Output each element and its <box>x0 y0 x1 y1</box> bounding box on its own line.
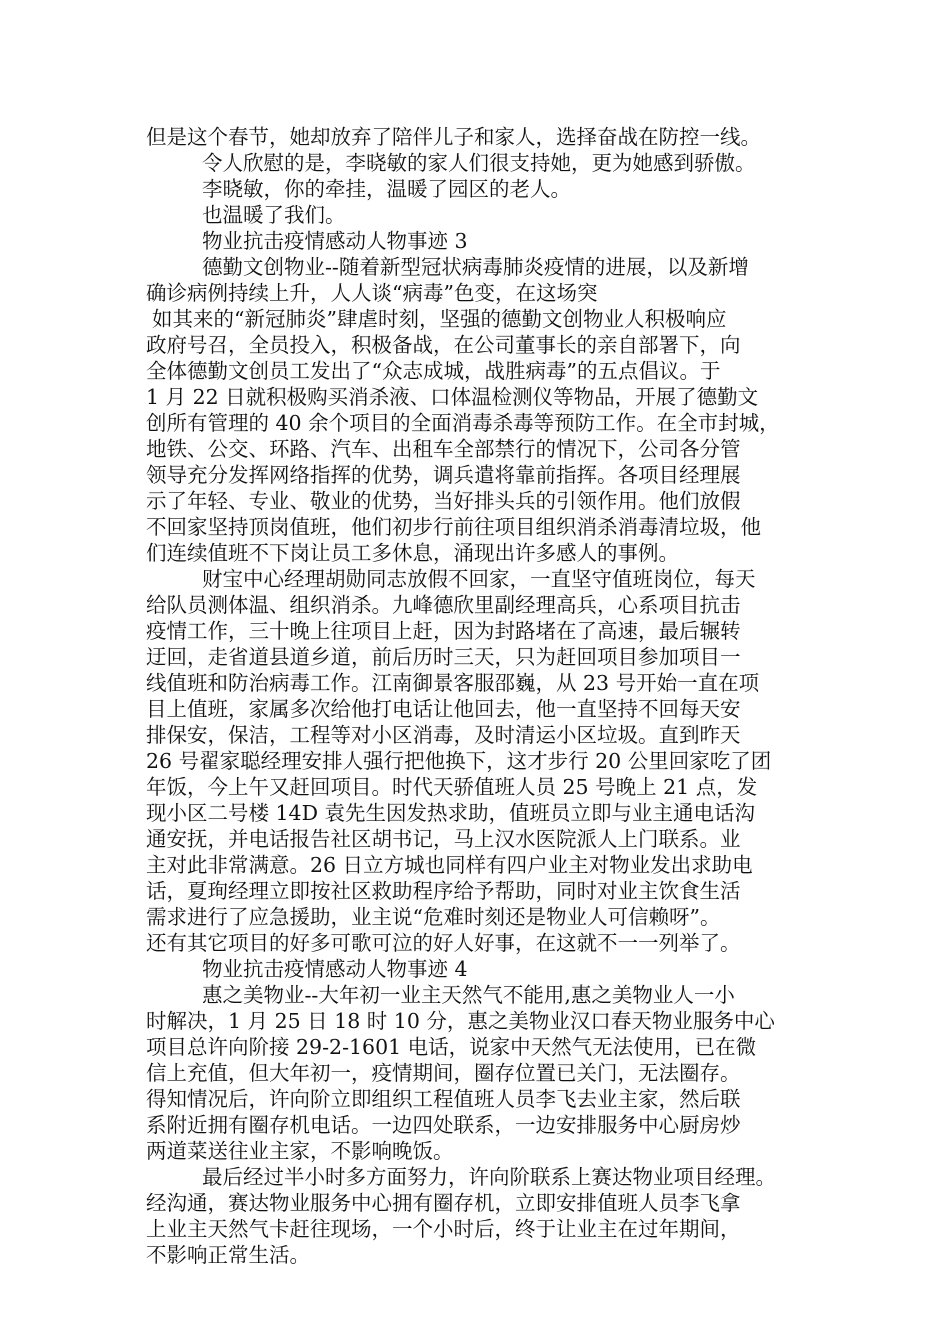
text-line: 1 月 22 日就积极购买消杀液、口体温检测仪等物品，开展了德勤文 <box>146 385 759 409</box>
text-line: 创所有管理的 40 余个项目的全面消毒杀毒等预防工作。在全市封城， <box>146 411 780 435</box>
text-line: 们连续值班不下岗让员工多休息，涌现出许多感人的事例。 <box>146 541 679 565</box>
text-line: 需求进行了应急援助，业主说“危难时刻还是物业人可信赖呀”。 <box>146 905 721 929</box>
text-line: 上业主天然气卡赶往现场，一个小时后，终于让业主在过年期间， <box>146 1217 741 1241</box>
text-line: 李晓敏，你的牵挂，温暖了园区的老人。 <box>202 177 571 201</box>
text-line: 但是这个春节，她却放弃了陪伴儿子和家人，选择奋战在防控一线。 <box>146 125 761 149</box>
text-line: 经沟通，赛达物业服务中心拥有圈存机，立即安排值班人员李飞拿 <box>146 1191 741 1215</box>
text-line: 得知情况后，许向阶立即组织工程值班人员李飞去业主家，然后联 <box>146 1087 741 1111</box>
text-line: 两道菜送往业主家，不影响晚饭。 <box>146 1139 454 1163</box>
text-line: 地铁、公交、环路、汽车、出租车全部禁行的情况下，公司各分管 <box>146 437 741 461</box>
text-line: 财宝中心经理胡勋同志放假不回家，一直坚守值班岗位，每天 <box>202 567 756 591</box>
text-line: 疫情工作，三十晚上往项目上赶，因为封路堵在了高速，最后辗转 <box>146 619 741 643</box>
text-line: 时解决，1 月 25 日 18 时 10 分，惠之美物业汉口春天物业服务中心 <box>146 1009 775 1033</box>
text-line: 信上充值，但大年初一，疫情期间，圈存位置已关门，无法圈存。 <box>146 1061 741 1085</box>
text-line: 主对此非常满意。26 日立方城也同样有四户业主对物业发出求助电 <box>146 853 753 877</box>
text-line: 如其来的“新冠肺炎”肆虐时刻，坚强的德勤文创物业人积极响应 <box>152 307 727 331</box>
text-line: 26 号翟家聪经理安排人强行把他换下，这才步行 20 公里回家吃了团 <box>146 749 772 773</box>
text-line: 全体德勤文创员工发出了“众志成城，战胜病毒”的五点倡议。于 <box>146 359 721 383</box>
text-line: 通安抚，并电话报告社区胡书记，马上汉水医院派人上门联系。业 <box>146 827 741 851</box>
text-line: 排保安，保洁，工程等对小区消毒，及时清运小区垃圾。直到昨天 <box>146 723 741 747</box>
text-line: 系附近拥有圈存机电话。一边四处联系，一边安排服务中心厨房炒 <box>146 1113 741 1137</box>
text-line: 不影响正常生活。 <box>146 1243 310 1267</box>
text-line: 领导充分发挥网络指挥的优势，调兵遣将靠前指挥。各项目经理展 <box>146 463 741 487</box>
text-line: 现小区二号楼 14D 袁先生因发热求助，值班员立即与业主通电话沟 <box>146 801 756 825</box>
text-line: 德勤文创物业--随着新型冠状病毒肺炎疫情的进展，以及新增 <box>202 255 749 279</box>
text-line: 确诊病例持续上升，人人谈“病毒”色变，在这场突 <box>146 281 598 305</box>
text-line: 目上值班，家属多次给他打电话让他回去，他一直坚持不回每天安 <box>146 697 741 721</box>
text-line: 也温暖了我们。 <box>202 203 346 227</box>
text-line: 惠之美物业--大年初一业主天然气不能用,惠之美物业人一小 <box>202 983 735 1007</box>
section-heading: 物业抗击疫情感动人物事迹 3 <box>202 229 468 253</box>
text-line: 政府号召，全员投入，积极备战，在公司董事长的亲自部署下，向 <box>146 333 741 357</box>
text-line: 最后经过半小时多方面努力，许向阶联系上赛达物业项目经理。 <box>202 1165 776 1189</box>
text-line: 给队员测体温、组织消杀。九峰德欣里副经理高兵，心系项目抗击 <box>146 593 741 617</box>
text-line: 迂回，走省道县道乡道，前后历时三天，只为赶回项目参加项目一 <box>146 645 741 669</box>
text-line: 示了年轻、专业、敬业的优势，当好排头兵的引领作用。他们放假 <box>146 489 741 513</box>
text-line: 年饭，今上午又赶回项目。时代天骄值班人员 25 号晚上 21 点，发 <box>146 775 758 799</box>
section-heading: 物业抗击疫情感动人物事迹 4 <box>202 957 468 981</box>
text-line: 令人欣慰的是，李晓敏的家人们很支持她，更为她感到骄傲。 <box>202 151 756 175</box>
text-line: 线值班和防治病毒工作。江南御景客服邵巍，从 23 号开始一直在项 <box>146 671 760 695</box>
text-line: 话，夏珣经理立即按社区救助程序给予帮助，同时对业主饮食生活 <box>146 879 741 903</box>
text-line: 不回家坚持顶岗值班，他们初步行前往项目组织消杀消毒清垃圾，他 <box>146 515 761 539</box>
document-body <box>146 124 826 1268</box>
text-line: 项目总许向阶接 29-2-1601 电话，说家中天然气无法使用，已在微 <box>146 1035 757 1059</box>
text-line: 还有其它项目的好多可歌可泣的好人好事，在这就不一一列举了。 <box>146 931 741 955</box>
